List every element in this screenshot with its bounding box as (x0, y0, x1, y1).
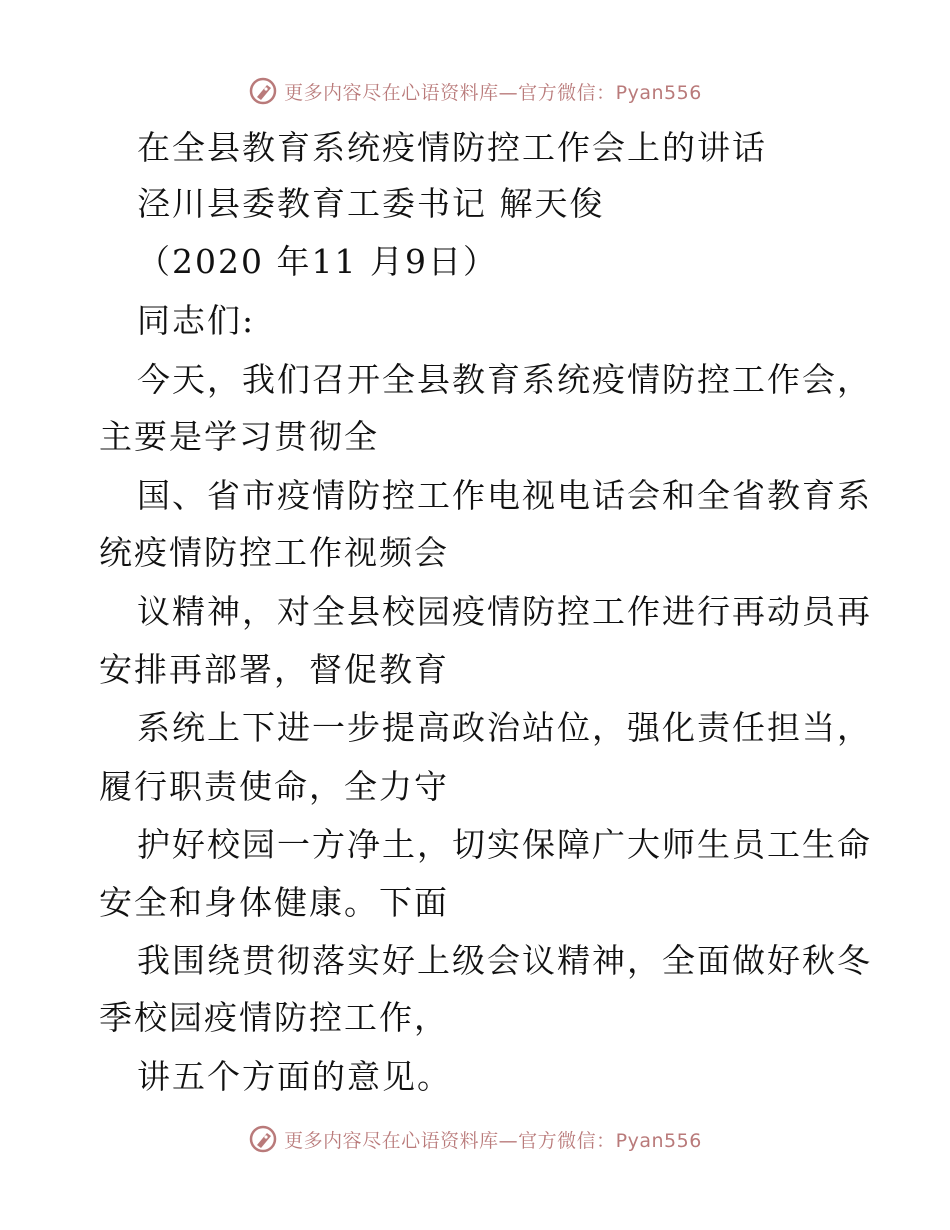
pen-nib-logo-icon (248, 1124, 278, 1154)
paragraph-line: 护好校园一方净土，切实保障广大师生员工生命 (137, 825, 872, 864)
paragraph-line: 议精神，对全县校园疫情防控工作进行再动员再 (137, 592, 872, 631)
salutation: 同志们: (137, 301, 256, 340)
speaker-line: 泾川县委教育工委书记 解天俊 (137, 184, 605, 223)
paragraph-line: 季校园疫情防控工作， (99, 998, 449, 1037)
watermark-text: 更多内容尽在心语资料库—官方微信：Pyan556 (284, 1129, 702, 1152)
paragraph-line: 讲五个方面的意见。 (137, 1057, 452, 1096)
paragraph-line: 安全和身体健康。下面 (99, 883, 449, 922)
date-line: （2020 年11 月9日） (137, 242, 498, 281)
paragraph-line: 安排再部署，督促教育 (99, 650, 449, 689)
paragraph-line: 系统上下进一步提高政治站位，强化责任担当， (137, 708, 872, 747)
paragraph-line: 履行职责使命，全力守 (99, 767, 449, 806)
paragraph-line: 今天，我们召开全县教育系统疫情防控工作会， (137, 360, 872, 399)
watermark-text: 更多内容尽在心语资料库—官方微信：Pyan556 (284, 81, 702, 104)
paragraph-line: 我围绕贯彻落实好上级会议精神，全面做好秋冬 (137, 941, 872, 980)
paragraph-line: 国、省市疫情防控工作电视电话会和全省教育系 (137, 476, 872, 515)
paragraph-line: 统疫情防控工作视频会 (99, 533, 449, 572)
pen-nib-logo-icon (248, 76, 278, 106)
footer-watermark (0, 1124, 950, 1154)
header-watermark (0, 76, 950, 106)
paragraph-line: 主要是学习贯彻全 (99, 417, 379, 456)
document-title: 在全县教育系统疫情防控工作会上的讲话 (137, 128, 767, 167)
